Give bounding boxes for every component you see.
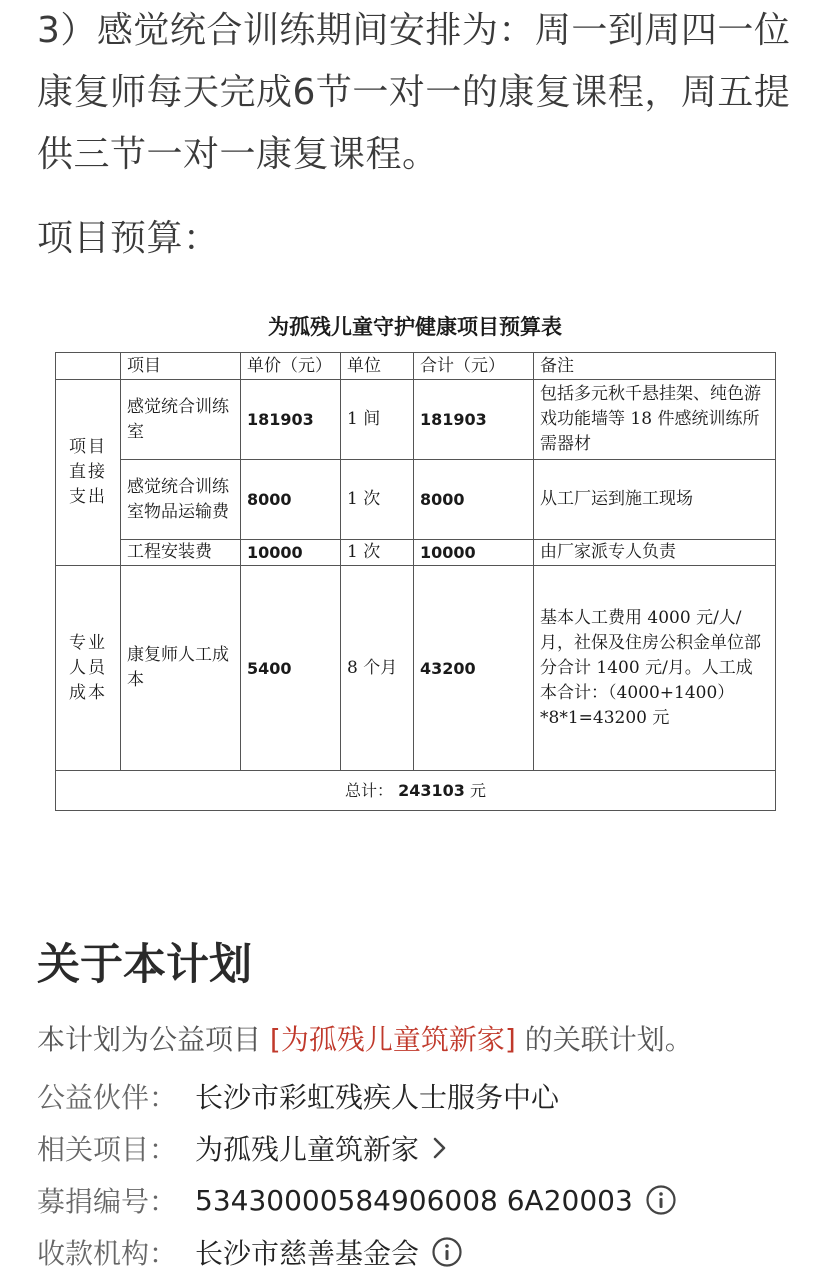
budget-table [55,352,776,811]
unit-cell: 1 次 [341,460,414,540]
about-desc-suffix: 的关联计划。 [524,1023,693,1056]
fundraise-number-row [37,1178,677,1222]
budget-label: 项目预算： [37,218,220,259]
budget-table-title: 为孤残儿童守护健康项目预算表 [268,314,562,339]
total-cell: 43200 [414,566,534,771]
table-header-unit-price: 单价（元） [241,353,341,380]
table-header-total: 合计（元） [414,353,534,380]
fundraise-number-value: 53430000584906008 6A20003 [195,1183,633,1217]
total-cell-summary [56,771,776,811]
info-icon[interactable] [431,1236,463,1268]
budget-table-image [55,305,775,815]
table-row [56,566,776,771]
unit-price-cell: 5400 [241,566,341,771]
table-header-row [56,353,776,380]
total-label: 总计： [344,781,393,800]
total-unit: 元 [469,781,486,800]
note-cell: 由厂家派专人负责 [534,540,776,566]
item-cell: 康复师人工成本 [121,566,241,771]
about-heading: 关于本计划 [37,940,252,990]
unit-cell: 8 个月 [341,566,414,771]
partner-label: 公益伙伴： [37,1081,178,1114]
related-project-label: 相关项目： [37,1133,178,1166]
total-cell: 10000 [414,540,534,566]
table-row [56,460,776,540]
item-cell: 工程安装费 [121,540,241,566]
about-description [37,1018,693,1062]
chevron-right-icon[interactable] [431,1135,449,1161]
table-total-row [56,771,776,811]
total-value: 243103 [398,781,465,800]
schedule-paragraph: 3）感觉统合训练期间安排为：周一到周四一位康复师每天完成6节一对一的康复课程，周五提供三节一对一康复课程。 [37,10,791,175]
related-project-value[interactable]: 为孤残儿童筑新家 [195,1133,420,1166]
note-cell: 基本人工费用 4000 元/人/月，社保及住房公积金单位部分合计 1400 元/月。人工成本合计：（4000+1400）*8*1=43200 元 [534,566,776,771]
category-cell: 项目直接支出 [56,380,121,566]
related-project-row[interactable] [37,1126,449,1170]
unit-cell: 1 间 [341,380,414,460]
note-cell: 包括多元秋千悬挂架、纯色游戏功能墙等 18 件感统训练所需器材 [534,380,776,460]
receiver-org-label: 收款机构： [37,1237,178,1270]
table-row [56,380,776,460]
about-desc-prefix: 本计划为公益项目 [37,1023,262,1056]
receiver-org-row [37,1230,463,1274]
note-cell: 从工厂运到施工现场 [534,460,776,540]
total-cell: 181903 [414,380,534,460]
unit-price-cell: 10000 [241,540,341,566]
partner-value: 长沙市彩虹残疾人士服务中心 [195,1081,560,1114]
total-cell: 8000 [414,460,534,540]
unit-price-cell: 181903 [241,380,341,460]
item-cell: 感觉统合训练室 [121,380,241,460]
category-cell: 专业人员成本 [56,566,121,771]
partner-row [37,1074,559,1118]
info-icon[interactable] [645,1184,677,1216]
table-header-unit: 单位 [341,353,414,380]
table-header-empty [56,353,121,380]
unit-cell: 1 次 [341,540,414,566]
receiver-org-value: 长沙市慈善基金会 [195,1237,420,1270]
table-header-item: 项目 [121,353,241,380]
unit-price-cell: 8000 [241,460,341,540]
item-cell: 感觉统合训练室物品运输费 [121,460,241,540]
table-row [56,540,776,566]
fundraise-number-label: 募捐编号： [37,1185,178,1218]
table-header-note: 备注 [534,353,776,380]
related-project-link[interactable]: [为孤残儿童筑新家] [269,1023,516,1056]
